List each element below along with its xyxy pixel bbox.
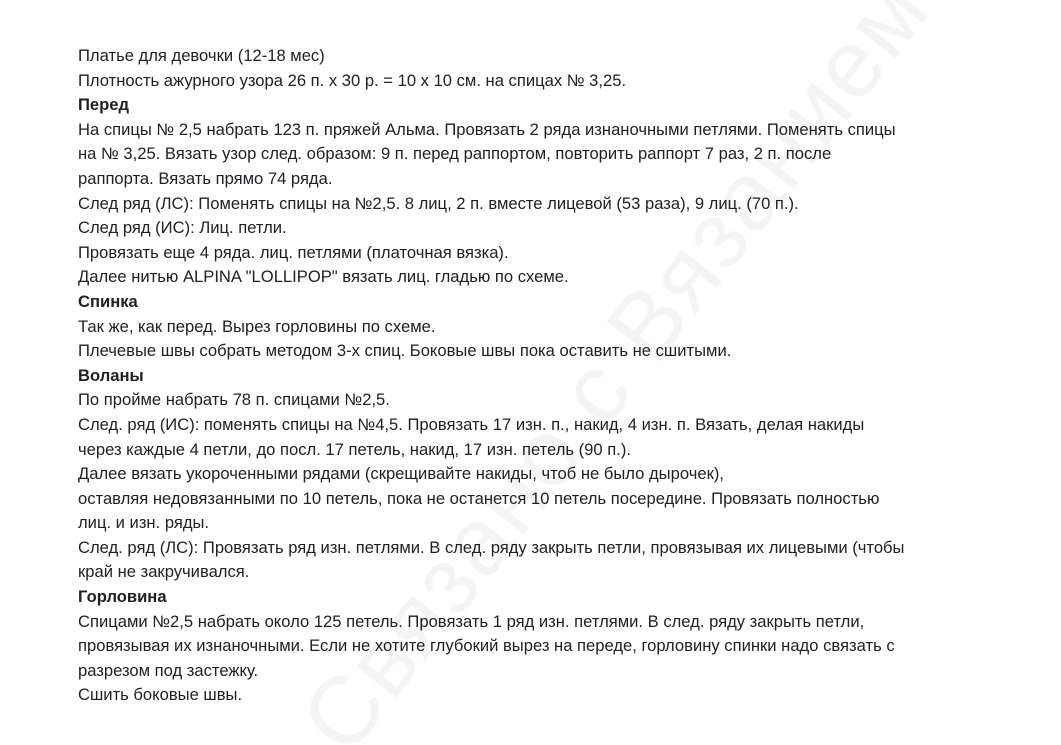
text-line: Плечевые швы собрать методом 3-х спиц. Боковые швы пока оставить не сшитыми.	[78, 341, 732, 361]
text-line: Сшить боковые швы.	[78, 685, 243, 705]
text-line: оставляя недовязанными по 10 петель, пока не останется 10 петель посередине. Провязать полностью	[78, 488, 880, 508]
text-line: След ряд (ИС): Лиц. петли.	[78, 218, 287, 238]
text-line: лиц. и изн. ряды.	[78, 513, 210, 533]
gauge-line: Плотность ажурного узора 26 п. х 30 р. = 10 х 10 см. на спицах № 3,25.	[78, 70, 627, 90]
text-line: край не закручивался.	[78, 562, 250, 582]
text-line: провязывая их изнаночными. Если не хотите глубокий вырез на переде, горловину спинки надо связать с	[78, 636, 895, 656]
text-line: на № 3,25. Вязать узор след. образом: 9 п. перед раппортом, повторить раппорт 7 раз, 2 п. после	[78, 144, 832, 164]
text-line: через каждые 4 петли, до посл. 17 петель, накид, 17 изн. петель (90 п.).	[78, 439, 631, 459]
text-line: На спицы № 2,5 набрать 123 п. пряжей Альма. Провязать 2 ряда изнаночными петлями. Поменять спицы	[78, 119, 896, 139]
text-line: Далее вязать укороченными рядами (скрещивайте накиды, чтоб не было дырочек),	[78, 464, 724, 484]
text-line: раппорта. Вязать прямо 74 ряда.	[78, 168, 333, 188]
text-line: След ряд (ЛС): Поменять спицы на №2,5. 8 лиц, 2 п. вместе лицевой (53 раза), 9 лиц. (70 п.).	[78, 193, 799, 213]
text-line: След. ряд (ИС): поменять спицы на №4,5. Провязать 17 изн. п., накид, 4 изн. п. Вязать, делая накиды	[78, 414, 865, 434]
section-heading-back: Спинка	[78, 291, 138, 311]
text-line: Так же, как перед. Вырез горловины по схеме.	[78, 316, 436, 336]
text-line: Далее нитью ALPINA "LOLLIPOP" вязать лиц. гладью по схеме.	[78, 267, 569, 287]
section-heading-neckline: Горловина	[78, 587, 167, 607]
section-heading-front: Перед	[78, 95, 130, 115]
pattern-text	[78, 44, 1038, 708]
text-line: По пройме набрать 78 п. спицами №2,5.	[78, 390, 390, 410]
text-line: Спицами №2,5 набрать около 125 петель. Провязать 1 ряд изн. петлями. В след. ряду закрыть петли,	[78, 611, 865, 631]
section-heading-ruffles: Воланы	[78, 365, 144, 385]
text-line: разрезом под застежку.	[78, 660, 259, 680]
text-line: Провязать еще 4 ряда. лиц. петлями (платочная вязка).	[78, 242, 509, 262]
doc-title: Платье для девочки (12-18 мес)	[78, 46, 325, 65]
text-line: След. ряд (ЛС): Провязать ряд изн. петлями. В след. ряду закрыть петли, провязывая их лицевыми (чтобы	[78, 537, 905, 557]
